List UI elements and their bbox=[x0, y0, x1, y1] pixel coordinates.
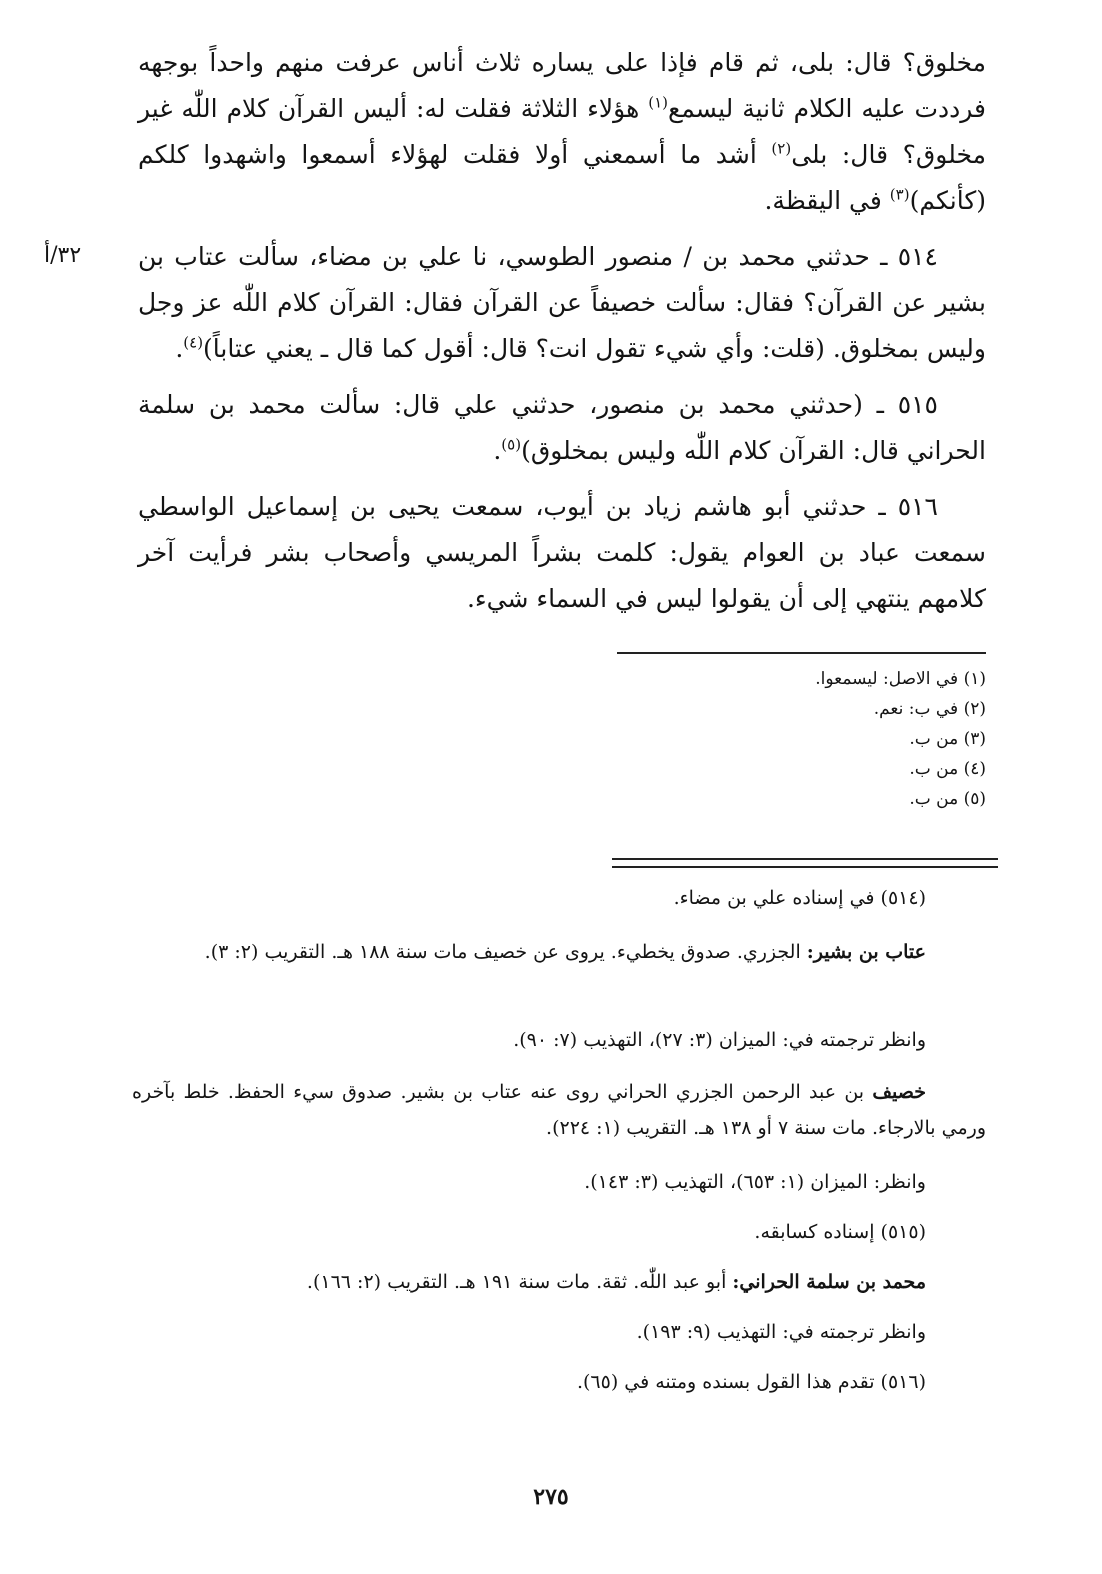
paragraph-text: مخلوق؟ قال: بلى، ثم قام فإذا على يساره ثلاث أناس عرفت منهم واحداً بوجهه فرددت عليه الكلام ثانية ليسمع bbox=[138, 48, 986, 123]
footnote-marker: (٤) bbox=[183, 333, 204, 352]
footnote-list bbox=[815, 664, 986, 814]
footnote-marker: (١) bbox=[648, 93, 669, 112]
commentary-515-heading: (٥١٥) إسناده كسابقه. bbox=[754, 1221, 926, 1243]
paragraph-text: ٥١٤ ـ حدثني محمد بن / منصور الطوسي، نا علي بن مضاء، سألت عتاب بن بشير عن القرآن؟ فقال: سألت خصيفاً عن القرآن فقال: القرآن كلام اللّٰه عز وجل وليس بمخلوق. (قلت: وأي شيء تقول انت؟ قال: أقول كما قال ـ يعني عتاباً) bbox=[138, 242, 986, 363]
paragraph-text: في اليقظة. bbox=[764, 186, 890, 215]
manuscript-folio-ref: ٣٢/أ bbox=[44, 243, 82, 268]
commentary-narrator-khusayf bbox=[132, 1074, 986, 1146]
narrator-name: خصيف bbox=[872, 1081, 926, 1103]
commentary-text: أبو عبد اللّٰه. ثقة. مات سنة ١٩١ هـ. التقريب (٢: ١٦٦). bbox=[306, 1271, 733, 1293]
paragraph-text: أشد ما أسمعني أولا فقلت لهؤلاء أسمعوا واشهدوا كلكم (كأنكم) bbox=[138, 140, 986, 215]
paragraph-end: . bbox=[493, 436, 502, 465]
commentary-narrator-muhammad bbox=[307, 1264, 926, 1300]
footnote-divider bbox=[617, 652, 986, 654]
commentary-divider bbox=[612, 858, 998, 868]
paragraph-end: . bbox=[175, 334, 184, 363]
hadith-515 bbox=[138, 382, 986, 474]
commentary-514-heading: (٥١٤) في إسناده علي بن مضاء. bbox=[673, 887, 926, 909]
commentary-516-heading: (٥١٦) تقدم هذا القول بسنده ومتنه في (٦٥). bbox=[576, 1371, 926, 1393]
footnote-item: (٣) من ب. bbox=[909, 729, 986, 749]
commentary-text: الجزري. صدوق يخطيء. يروى عن خصيف مات سنة ١٨٨ هـ. التقريب (٢: ٣). bbox=[204, 941, 807, 963]
paragraph-text: ٥١٦ ـ حدثني أبو هاشم زياد بن أيوب، سمعت يحيى بن إسماعيل الواسطي سمعت عباد بن العوام يقول: كلمت بشراً المريسي وأصحاب بشر فرأيت آخر كلامهم ينتهي إلى أن يقولوا ليس في السماء شيء. bbox=[138, 492, 986, 613]
commentary-ref: وانظر: الميزان (١: ٦٥٣)، التهذيب (٣: ١٤٣). bbox=[584, 1171, 926, 1193]
paragraph-continuation bbox=[138, 40, 986, 224]
footnote-item: (٢) في ب: نعم. bbox=[873, 699, 986, 719]
commentary-ref: وانظر ترجمته في: التهذيب (٩: ١٩٣). bbox=[636, 1321, 926, 1343]
commentary-ref: وانظر ترجمته في: الميزان (٣: ٢٧)، التهذيب (٧: ٩٠). bbox=[513, 1029, 926, 1051]
narrator-name: عتاب بن بشير: bbox=[806, 941, 926, 963]
page-number: ٢٧٥ bbox=[533, 1484, 569, 1510]
paragraph-text: ٥١٥ ـ (حدثني محمد بن منصور، حدثني علي قال: سألت محمد بن سلمة الحراني قال: القرآن كلام اللّٰه وليس بمخلوق) bbox=[138, 390, 986, 465]
hadith-514 bbox=[138, 234, 986, 372]
footnote-item: (١) في الاصل: ليسمعوا. bbox=[815, 669, 986, 689]
narrator-name: محمد بن سلمة الحراني: bbox=[732, 1271, 926, 1293]
commentary-text: بن عبد الرحمن الجزري الحراني روى عنه عتاب بن بشير. صدوق سيء الحفظ. خلط بآخره ورمي بالارجاء. مات سنة ٧ أو ١٣٨ هـ. التقريب (١: ٢٢٤). bbox=[132, 1081, 986, 1139]
footnote-marker: (٢) bbox=[771, 139, 792, 158]
commentary-narrator-ataab bbox=[138, 934, 986, 970]
footnote-item: (٥) من ب. bbox=[909, 789, 986, 809]
hadith-516 bbox=[138, 484, 986, 622]
footnote-marker: (٥) bbox=[501, 435, 522, 454]
paragraph-text: هؤلاء الثلاثة فقلت له: أليس القرآن كلام اللّٰه غير مخلوق؟ قال: بلى bbox=[138, 94, 986, 169]
footnote-marker: (٣) bbox=[889, 185, 910, 204]
footnote-item: (٤) من ب. bbox=[909, 759, 986, 779]
